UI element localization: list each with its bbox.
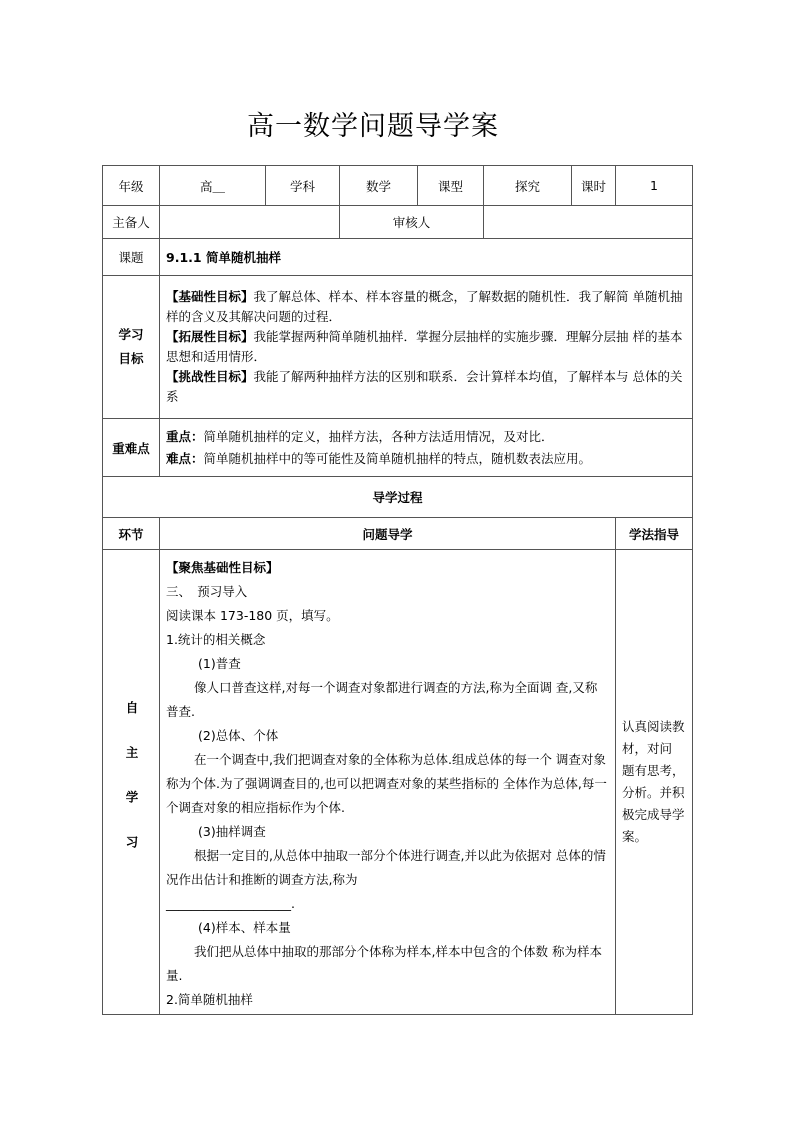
goal-expand xyxy=(166,327,686,367)
self-study-content xyxy=(160,550,616,1015)
process-columns-row xyxy=(103,518,693,550)
goals-label-line1: 学习 xyxy=(118,327,144,342)
process-header-row xyxy=(103,477,693,518)
method-note: 认真阅读教材，对问 题有思考，分析。并积极完成导学案。 xyxy=(616,550,693,1015)
author-value xyxy=(160,206,340,239)
goals-label xyxy=(103,276,160,419)
key-points-row xyxy=(103,419,693,477)
period-value: 1 xyxy=(616,166,693,206)
hard-tag: 难点： xyxy=(166,450,204,466)
type-label: 课型 xyxy=(418,166,484,206)
hard-point xyxy=(166,448,686,470)
hard-text: 简单随机抽样中的等可能性及简单随机抽样的特点，随机数表法应用。 xyxy=(203,450,592,466)
goal-challenge xyxy=(166,367,686,407)
subject-value: 数学 xyxy=(340,166,418,206)
page-title: 高一数学问题导学案 xyxy=(247,111,499,142)
goal-basic-text: 我了解总体、样本、样本容量的概念，了解数据的随机性．我了解简 单随机抽样的含义及其解决问题的过程． xyxy=(166,289,683,324)
key-points-label: 重难点 xyxy=(103,419,160,477)
key-tag: 重点： xyxy=(166,428,204,444)
key-points-content xyxy=(160,419,693,477)
col-guide: 问题导学 xyxy=(160,518,616,550)
lesson-table xyxy=(102,165,693,1015)
reviewer-value xyxy=(484,206,693,239)
period-label: 课时 xyxy=(572,166,616,206)
reading-note: 阅读课本 173-180 页，填写。 xyxy=(166,608,339,623)
type-value: 探究 xyxy=(484,166,572,206)
col-method: 学法指导 xyxy=(616,518,693,550)
info-row xyxy=(103,166,693,206)
focus-heading: 【聚焦基础性目标】 xyxy=(166,560,279,575)
author-row xyxy=(103,206,693,239)
goal-basic-tag: 【基础性目标】 xyxy=(166,289,254,304)
goal-challenge-text: 我能了解两种抽样方法的区别和联系．会计算样本均值，了解样本与 总体的关系 xyxy=(166,369,683,404)
self-study-label: 自 主 学 习 xyxy=(124,701,139,863)
key-text: 简单随机抽样的定义，抽样方法，各种方法适用情况，及对比． xyxy=(203,428,554,444)
process-header: 导学过程 xyxy=(103,477,693,518)
goals-label-line2: 目标 xyxy=(118,351,144,366)
subject-label: 学科 xyxy=(266,166,340,206)
sub3-title: (3)抽样调查 xyxy=(198,824,266,839)
topic-label: 课题 xyxy=(103,239,160,276)
goals-row xyxy=(103,276,693,419)
item-1: 1.统计的相关概念 xyxy=(166,632,266,647)
col-section: 环节 xyxy=(103,518,160,550)
goal-expand-text: 我能掌握两种简单随机抽样．掌握分层抽样的实施步骤．理解分层抽 样的基本思想和适用情形． xyxy=(166,329,683,364)
goal-expand-tag: 【拓展性目标】 xyxy=(166,329,254,344)
reviewer-label: 审核人 xyxy=(340,206,484,239)
sub1-text: 像人口普查这样,对每一个调查对象都进行调查的方法,称为全面调 查,又称普查. xyxy=(166,680,598,719)
goal-challenge-tag: 【挑战性目标】 xyxy=(166,369,254,384)
goal-basic xyxy=(166,287,686,327)
key-point xyxy=(166,426,686,448)
goals-content xyxy=(160,276,693,419)
sub2-title: (2)总体、个体 xyxy=(198,728,279,743)
item-2: 2.简单随机抽样 xyxy=(166,992,253,1007)
sub3-blank: ____________________. xyxy=(166,896,295,911)
grade-label: 年级 xyxy=(103,166,160,206)
grade-value: 高＿ xyxy=(160,166,266,206)
self-study-row xyxy=(103,550,693,1015)
author-label: 主备人 xyxy=(103,206,160,239)
sub1-title: (1)普查 xyxy=(198,656,241,671)
part-heading: 三、 预习导入 xyxy=(166,584,248,599)
topic-row xyxy=(103,239,693,276)
sub2-text: 在一个调查中,我们把调查对象的全体称为总体.组成总体的每一个 调查对象称为个体.为了强调调查目的,也可以把调查对象的某些指标的 全体作为总体,每一个调查对象的相应指标作为个体. xyxy=(166,752,607,815)
sub3-text: 根据一定目的,从总体中抽取一部分个体进行调查,并以此为依据对 总体的情况作出估计和推断的调查方法,称为 xyxy=(166,848,606,887)
self-study-section xyxy=(103,550,160,1015)
sub4-text: 我们把从总体中抽取的那部分个体称为样本,样本中包含的个体数 称为样本量. xyxy=(166,944,602,983)
topic-value: 9.1.1 简单随机抽样 xyxy=(160,239,693,276)
sub4-title: (4)样本、样本量 xyxy=(198,920,291,935)
